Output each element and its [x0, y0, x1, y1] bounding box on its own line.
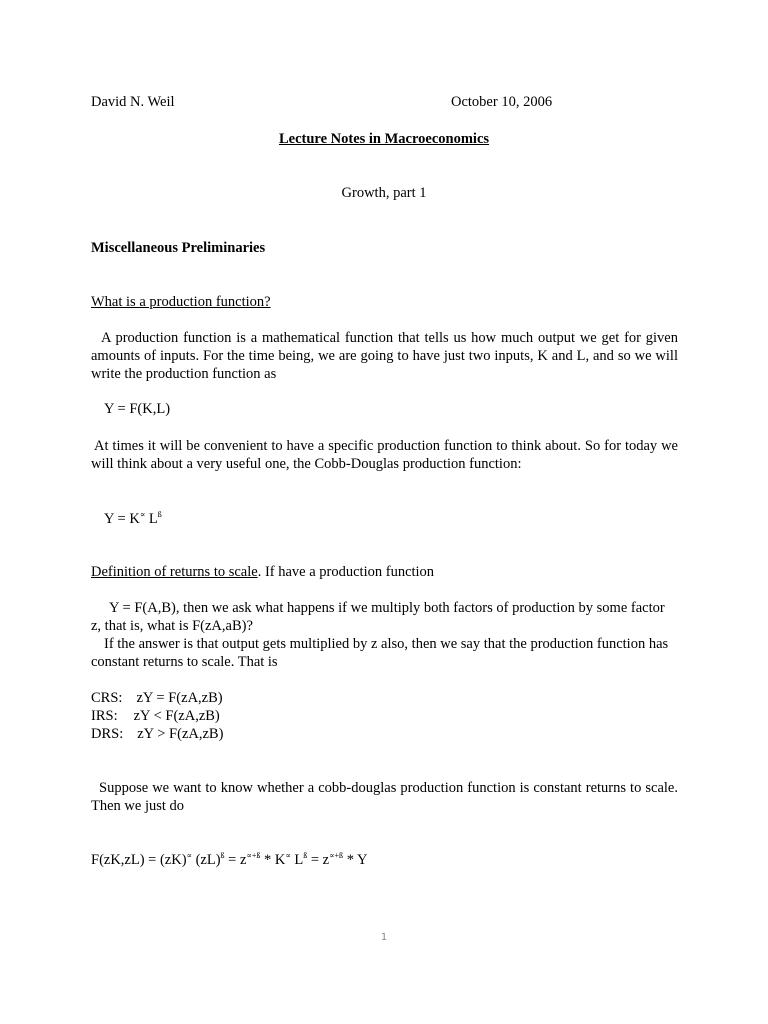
scale-def-label: DRS: [91, 726, 124, 742]
eq-text: L [290, 852, 304, 868]
returns-to-scale-heading [91, 563, 434, 581]
paragraph-cobb-douglas: At times it will be convenient to have a specific production function to think about. So for today we will think about a very useful one, the Cobb-Douglas production function: [91, 438, 678, 472]
scale-def-irs [91, 707, 220, 725]
scale-def-crs [91, 689, 223, 707]
eq-text: * Y [343, 852, 368, 868]
section-heading: Miscellaneous Preliminaries [91, 240, 266, 256]
eq-text: (zL) [191, 852, 221, 868]
returns-line-3: If the answer is that output gets multiplied by z also, then we say that the production function has [104, 636, 669, 652]
returns-heading-tail: . If have a production function [257, 564, 435, 580]
eq-text: = z [307, 852, 330, 868]
eq-superscript: ∝ [285, 851, 291, 860]
eq-superscript: ∝ [186, 851, 192, 860]
scale-def-expr: zY < F(zA,zB) [133, 708, 220, 724]
page-subtitle: Growth, part 1 [341, 185, 427, 201]
paragraph-production-function: A production function is a mathematical function that tells us how much output we get for given amounts of inputs. For the time being, we are going to have just two inputs, K and L, and so we will write the production function as [91, 330, 678, 382]
equation-production-function: Y = F(K,L) [104, 401, 171, 417]
eq-text: * K [260, 852, 286, 868]
scale-def-expr: zY > F(zA,zB) [137, 726, 224, 742]
eq-superscript: ∝+ß [246, 851, 261, 860]
page-number: 1 [380, 932, 388, 943]
eq-text: L [145, 511, 158, 527]
eq-superscript: ∝+ß [329, 851, 344, 860]
returns-line-1: Y = F(A,B), then we ask what happens if we multiply both factors of production by some factor [109, 600, 665, 616]
returns-line-2: z, that is, what is F(zA,aB)? [91, 618, 253, 634]
returns-heading-text: Definition of returns to scale [91, 564, 258, 580]
eq-superscript: ß [157, 510, 162, 519]
scale-def-label: CRS: [91, 690, 123, 706]
eq-superscript: ß [220, 851, 225, 860]
page-title: Lecture Notes in Macroeconomics [278, 131, 490, 147]
question-heading: What is a production function? [91, 294, 271, 310]
eq-text: = z [224, 852, 247, 868]
scale-def-label: IRS: [91, 708, 118, 724]
eq-text: F(zK,zL) = (zK) [91, 852, 187, 868]
author-name: David N. Weil [91, 94, 175, 110]
returns-line-4: constant returns to scale. That is [91, 654, 278, 670]
document-date: October 10, 2006 [451, 94, 553, 110]
eq-superscript: ß [303, 851, 308, 860]
equation-crs-derivation [91, 851, 368, 869]
eq-text: Y = K [104, 511, 140, 527]
paragraph-cobb-douglas-crs: Suppose we want to know whether a cobb-douglas production function is constant returns to scale. Then we just do [91, 780, 678, 814]
equation-cobb-douglas [104, 510, 162, 528]
eq-superscript: ∝ [139, 510, 146, 519]
scale-def-expr: zY = F(zA,zB) [136, 690, 223, 706]
scale-def-drs [91, 725, 223, 743]
